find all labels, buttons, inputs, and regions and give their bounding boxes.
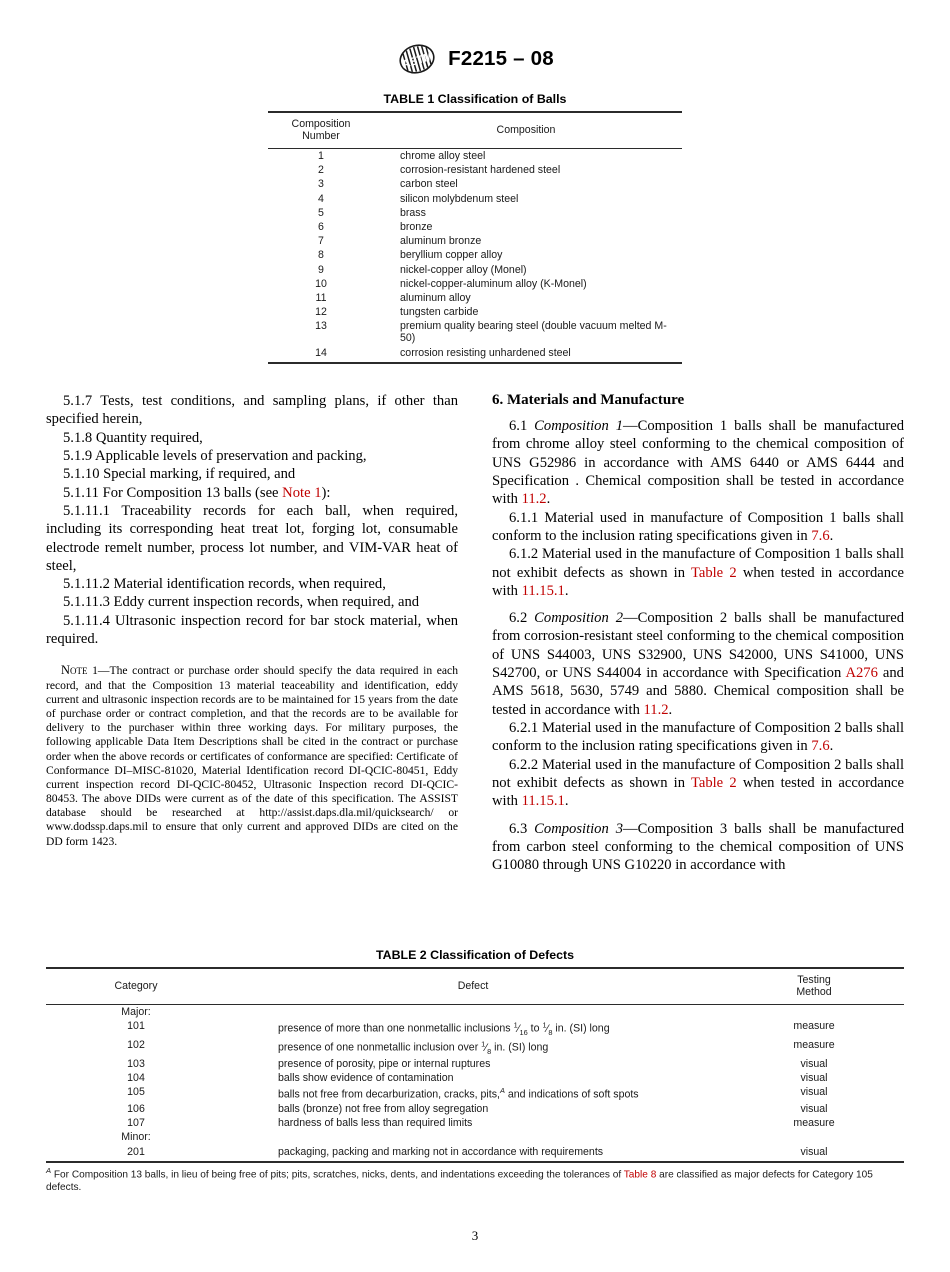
- xref-11-15-1-b[interactable]: 11.15.1: [521, 793, 565, 810]
- table-row: [46, 1057, 904, 1071]
- cell-group-label: Minor:: [121, 1131, 151, 1144]
- xref-11-2-b[interactable]: 11.2: [643, 701, 669, 718]
- table-2-title: TABLE 2 Classification of Defects: [375, 948, 575, 962]
- cell-composition: premium quality bearing steel (double vacuum melted M-50): [400, 320, 667, 345]
- cell-defect: presence of more than one nonmetallic inclusions $^1⁄_{16}$ to $^1⁄_8$ in. (SI) long: [278, 1020, 610, 1037]
- table-row: [268, 248, 682, 262]
- table-2-container: [46, 948, 904, 1195]
- para-6-3: [492, 820, 904, 875]
- cell-category: 101: [127, 1020, 145, 1033]
- cell-category: 102: [127, 1039, 145, 1052]
- table-1: [268, 111, 682, 364]
- para-6-1-1-tail: .: [829, 527, 834, 544]
- xref-a276[interactable]: A276: [845, 665, 878, 682]
- document-title: F2215 – 08: [448, 47, 554, 70]
- table-1-container: [268, 92, 682, 364]
- cell-testing-method: visual: [800, 1145, 828, 1158]
- cell-composition: nickel-copper-aluminum alloy (K-Monel): [400, 277, 587, 290]
- xref-table-2-b[interactable]: Table 2: [690, 774, 737, 791]
- cell-category: 105: [127, 1086, 145, 1099]
- cell-composition-number: 5: [318, 206, 324, 219]
- xref-11-2[interactable]: 11.2: [521, 491, 547, 508]
- cell-defect: [226, 1130, 724, 1144]
- para-6-2-2-text: 6.2.2 Material used in the manufacture of Composition 2 balls shall not exhibit defects as shown in: [492, 756, 904, 791]
- table-row: [46, 1019, 904, 1038]
- svg-text:ASTM: ASTM: [401, 50, 435, 71]
- cell-composition-number: 3: [318, 178, 324, 191]
- cell-composition-number: 13: [315, 320, 327, 333]
- table-row: [46, 1116, 904, 1130]
- section-6-heading: 6. Materials and Manufacture: [492, 392, 685, 408]
- fraction: $^1⁄_8$: [481, 1039, 492, 1056]
- para-5-1-11-1: 5.1.11.1 Traceability records for each ball, when required, including its corresponding heat treat lot, forging lot, consumable electrode remelt number, process lot number, and VIM-VAR heat of steel,: [46, 502, 458, 574]
- table-row: [268, 263, 682, 277]
- testing-header-line1: Testing: [797, 974, 831, 986]
- para-6-2: [492, 609, 904, 719]
- table-row: [46, 1145, 904, 1162]
- para-5-1-11-3: 5.1.11.3 Eddy current inspection records, when required, and: [63, 594, 420, 611]
- para-5-1-7: 5.1.7 Tests, test conditions, and sampling plans, if other than specified herein,: [46, 393, 458, 428]
- xref-7-6[interactable]: 7.6: [811, 527, 830, 544]
- cell-composition: bronze: [400, 221, 433, 234]
- cell-composition-number: 8: [318, 249, 324, 262]
- table-row: [268, 319, 682, 345]
- table-row: [268, 277, 682, 291]
- cell-composition-number: 9: [318, 263, 324, 276]
- cell-testing-method: visual: [800, 1086, 828, 1099]
- cell-composition: beryllium copper alloy: [400, 249, 503, 262]
- cell-testing-method: [724, 1005, 904, 1020]
- para-6-1-1-text: 6.1.1 Material used in manufacture of Composition 1 balls shall conform to the inclusion rating specifications given in: [492, 509, 904, 544]
- cell-testing-method: [724, 1130, 904, 1144]
- testing-header-line2: Method: [796, 986, 832, 998]
- page-number: 3: [471, 1228, 479, 1243]
- para-6-3-text: —Composition 3 balls shall be manufactured from carbon steel conforming to the chemical composition of UNS G10080 through UNS G10220 in accordance with: [492, 820, 905, 874]
- table-row: [46, 1085, 904, 1102]
- cell-defect: balls show evidence of contamination: [278, 1072, 454, 1085]
- para-5-1-8: 5.1.8 Quantity required,: [63, 429, 203, 446]
- table-row: [268, 163, 682, 177]
- table-2-col-category: Category: [46, 968, 226, 1005]
- para-6-2-runin: Composition 2: [534, 610, 623, 627]
- table-row: [268, 206, 682, 220]
- table-row: [268, 177, 682, 191]
- cell-group-label: Major:: [121, 1006, 151, 1019]
- col-header-line2: Number: [302, 130, 340, 142]
- note-1-block: [46, 663, 458, 848]
- page-header: [0, 0, 950, 74]
- para-5-1-11-2: 5.1.11.2 Material identification records, when required,: [63, 576, 386, 593]
- note-label: Note: [61, 663, 88, 678]
- para-5-1-11-4: 5.1.11.4 Ultrasonic inspection record for bar stock material, when required.: [46, 612, 458, 648]
- cell-composition: silicon molybdenum steel: [400, 192, 519, 205]
- footnote-ref-icon[interactable]: A: [499, 1086, 505, 1096]
- cell-testing-method: visual: [800, 1103, 828, 1116]
- cell-testing-method: measure: [793, 1117, 835, 1130]
- para-6-2-tail: .: [668, 701, 673, 718]
- para-5-1-9: 5.1.9 Applicable levels of preservation and packing,: [63, 447, 367, 464]
- cell-composition: brass: [400, 206, 426, 219]
- footnote-mark: A: [46, 1165, 52, 1175]
- cell-composition-number: 11: [315, 291, 327, 304]
- table-row: [268, 305, 682, 319]
- table-row: [268, 291, 682, 305]
- table-2-head: [46, 968, 904, 1005]
- fraction: $^1⁄_{16}$: [513, 1020, 528, 1037]
- fraction: $^1⁄_8$: [542, 1020, 553, 1037]
- cell-composition-number: 4: [318, 192, 324, 205]
- cell-composition-number: 14: [315, 346, 327, 359]
- cell-composition: carbon steel: [400, 178, 458, 191]
- xref-table-2[interactable]: Table 2: [690, 564, 737, 581]
- cell-defect: balls (bronze) not free from alloy segregation: [278, 1103, 489, 1116]
- table-row-group-label: [46, 1005, 904, 1020]
- cell-composition: tungsten carbide: [400, 306, 479, 319]
- table-2-footnote: [46, 1166, 904, 1195]
- para-6-2-1: [492, 719, 904, 756]
- left-column: [46, 392, 458, 875]
- table-row: [268, 149, 682, 164]
- cell-composition-number: 6: [318, 221, 324, 234]
- table-2: [46, 967, 904, 1163]
- para-6-2-1-tail: .: [829, 738, 834, 755]
- footnote-text-2: are classified as major defects for Category 105 defects.: [46, 1168, 873, 1194]
- table-1-col-composition-number: [268, 112, 374, 149]
- table-2-body: [46, 1005, 904, 1162]
- para-6-1-tail: .: [546, 491, 551, 508]
- table-2-col-testing-method: [724, 968, 904, 1005]
- cell-composition-number: 1: [318, 150, 324, 163]
- para-6-1-1: [492, 509, 904, 546]
- astm-logo: [396, 44, 438, 74]
- cell-composition-number: 7: [318, 235, 324, 248]
- cell-defect: [226, 1005, 724, 1020]
- para-6-2-mid: and AMS 5618, 5630, 5749 and 5880. Chemical composition shall be tested in accordance with: [492, 665, 904, 718]
- cell-category: 103: [127, 1057, 145, 1070]
- xref-table-8[interactable]: Table 8: [623, 1168, 657, 1180]
- table-1-head: [268, 112, 682, 149]
- table-1-body: [268, 149, 682, 363]
- table-1-col-composition: Composition: [374, 112, 682, 149]
- table-row: [268, 234, 682, 248]
- para-5-1-10: 5.1.10 Special marking, if required, and: [63, 466, 296, 483]
- para-6-1-text: —Composition 1 balls shall be manufactured from chrome alloy steel conforming to the chemical composition of UNS G52986 in accordance with AMS 6440 or AMS 6444 and Specification . Chemical composition shall be tested in accordance with: [492, 418, 905, 508]
- cell-composition: nickel-copper alloy (Monel): [400, 263, 527, 276]
- footnote-text-1: For Composition 13 balls, in lieu of being free of pits; pits, scratches, nicks, dents, and indentations exceeding the tolerances of: [51, 1168, 624, 1180]
- para-6-2-1-text: 6.2.1 Material used in the manufacture of Composition 2 balls shall conform to the inclusion rating specifications given in: [492, 720, 904, 755]
- table-row: [268, 345, 682, 362]
- para-5-1-11: [46, 484, 458, 502]
- para-6-3-number: 6.3: [509, 820, 535, 837]
- table-row: [268, 192, 682, 206]
- table-row: [268, 220, 682, 234]
- cell-composition: aluminum bronze: [400, 235, 482, 248]
- cell-composition-number: 10: [315, 277, 327, 290]
- para-6-2-2: [492, 756, 904, 811]
- para-6-2-2-tail: .: [564, 793, 569, 810]
- cell-defect: balls not free from decarburization, cracks, pits,$^A$ and indications of soft spots: [278, 1086, 639, 1101]
- xref-note-1[interactable]: Note 1: [282, 484, 322, 501]
- cell-defect: presence of porosity, pipe or internal ruptures: [278, 1057, 491, 1070]
- table-1-title: TABLE 1 Classification of Balls: [383, 92, 567, 106]
- para-5-1-11-tail: ):: [321, 484, 331, 501]
- para-6-3-runin: Composition 3: [534, 820, 623, 837]
- cell-testing-method: measure: [793, 1039, 835, 1052]
- xref-7-6-b[interactable]: 7.6: [811, 738, 830, 755]
- cell-category: 107: [127, 1117, 145, 1130]
- col-header-line1: Composition: [291, 118, 351, 130]
- para-6-1-2-tail: .: [564, 582, 569, 599]
- cell-category: 201: [127, 1145, 145, 1158]
- xref-11-15-1[interactable]: 11.15.1: [521, 582, 565, 599]
- cell-composition: corrosion-resistant hardened steel: [400, 164, 561, 177]
- para-6-1-2-mid: when tested in accordance with: [492, 564, 904, 599]
- para-5-1-11-lead: 5.1.11 For Composition 13 balls (see: [63, 484, 283, 501]
- table-row: [46, 1038, 904, 1057]
- para-6-1-number: 6.1: [509, 418, 535, 434]
- note-number: 1: [87, 664, 98, 678]
- cell-composition: aluminum alloy: [400, 291, 471, 304]
- para-6-1-runin: Composition 1: [534, 418, 623, 434]
- cell-testing-method: measure: [793, 1020, 835, 1033]
- table-row: [46, 1071, 904, 1085]
- cell-composition: chrome alloy steel: [400, 150, 486, 163]
- cell-composition-number: 12: [315, 306, 327, 319]
- cell-category: 104: [127, 1072, 145, 1085]
- cell-testing-method: visual: [800, 1057, 828, 1070]
- table-2-col-defect: Defect: [226, 968, 724, 1005]
- para-6-1: [492, 417, 904, 509]
- note-text: —The contract or purchase order should specify the data required in each record, and that the Composition 13 material teaceability and identification, eddy current and ultrasonic inspection records are to be maintained for 15 years from the date of purchase order or contract completion, and that the records are to be available for delivery to the purchaser within three working days. For military purposes, the following applicable Data Item Descriptions shall be cited in the contract or purchase order when the above records or certificates of conformance are specified: Certificate of Conformance DI–MISC-81020, Material Identification record DI-QCIC-80451, Eddy current inspection record DI-QCIC-80452, Ultrasonic Inspection record DI-QCIC-80453. The above DIDs were current as of the date of this specification. The ASSIST database should be researched at http://assist.daps.dla.mil/quicksearch/ or www.dodssp.daps.mil to ensure that only current and approved DIDs are cited on the DD form 1423.: [46, 664, 459, 848]
- cell-defect: presence of one nonmetallic inclusion over $^1⁄_8$ in. (SI) long: [278, 1039, 549, 1056]
- para-6-1-2: [492, 545, 904, 600]
- right-column: [492, 392, 904, 875]
- table-row: [46, 1102, 904, 1116]
- cell-defect: packaging, packing and marking not in accordance with requirements: [278, 1145, 604, 1158]
- para-6-2-text: —Composition 2 balls shall be manufactured from corrosion-resistant steel conforming to the chemical composition of UNS S44003, UNS S32900, UNS S42000, UNS S41000, UNS S42700, or UNS S44004 in accordance with Specification: [492, 610, 905, 682]
- para-6-1-2-text: 6.1.2 Material used in the manufacture of Composition 1 balls shall not exhibit defects as shown in: [492, 546, 904, 581]
- para-6-2-number: 6.2: [509, 610, 535, 627]
- cell-defect: hardness of balls less than required limits: [278, 1117, 473, 1130]
- body-columns: [0, 392, 950, 875]
- cell-category: 106: [127, 1103, 145, 1116]
- cell-composition: corrosion resisting unhardened steel: [400, 346, 571, 359]
- para-6-2-2-mid: when tested in accordance with: [492, 774, 904, 810]
- cell-testing-method: visual: [800, 1072, 828, 1085]
- cell-composition-number: 2: [318, 164, 324, 177]
- table-row-group-label: [46, 1130, 904, 1144]
